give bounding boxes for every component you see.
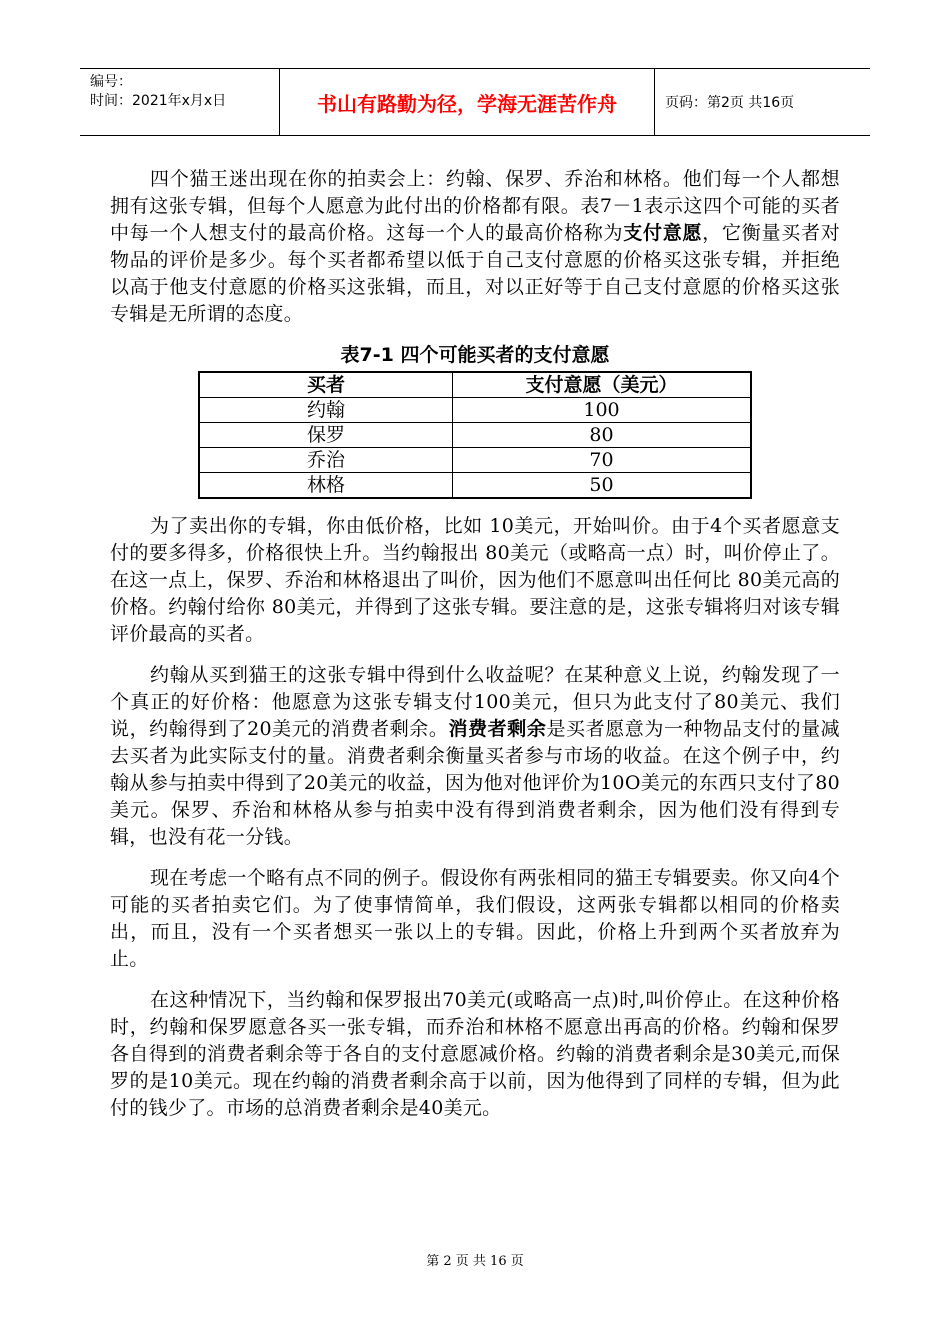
paragraph-1 [110,166,840,328]
p3-text-a: 约翰从买到猫王的这张专辑中得到什么收益呢？在某种意义上说，约翰发现了一个真正的好价格：他愿意为这张专辑支付100美元，但只为此支付了80美元、我们说，约翰得到了20美元的消费者剩余。 [110,664,840,740]
table-row [199,473,751,499]
wtp-cell: 70 [453,448,752,473]
p3-text-b: 是买者愿意为一种物品支付的量减去买者为此实际支付的量。消费者剩余衡量买者参与市场的收益。在这个例子中，约翰从参与拍卖中得到了20美元的收益，因为他对他评价为10O美元的东西只支付了80美元。保罗、乔治和林格从参与拍卖中没有得到消费者剩余，因为他们没有得到专辑，也没有花一分钱。 [110,718,840,848]
wtp-cell: 50 [453,473,752,499]
table-row [199,398,751,423]
paragraph-2: 为了卖出你的专辑，你由低价格，比如 10美元，开始叫价。由于4个买者愿意支付的要多得多，价格很快上升。当约翰报出 80美元（或略高一点）时，叫价停止了。在这一点上，保罗、乔治和林格退出了叫价，因为他们不愿意叫出任何比 80美元高的价格。约翰付给你 80美元，并得到了这张专辑。要注意的是，这张专辑将归对该专辑评价最高的买者。 [110,515,840,645]
p1-text-b: ，它衡量买者对物品的评价是多少。每个买者都希望以低于自己支付意愿的价格买这张专辑，并拒绝以高于他支付意愿的价格买这张辑，而且，对以正好等于自己支付意愿的价格买这张专辑是无所谓的态度。 [110,222,840,325]
table-header-row [199,372,751,398]
wtp-cell: 100 [453,398,752,423]
buyer-cell: 约翰 [199,398,453,423]
page-header [80,68,870,136]
document-body [110,166,840,1136]
header-motto: 书山有路勤为径，学海无涯苦作舟 [280,69,655,135]
header-page-info: 页码：第2页 共16页 [665,95,795,111]
term-willingness-to-pay: 支付意愿 [623,222,703,244]
table-row [199,423,751,448]
buyer-cell: 保罗 [199,423,453,448]
col-header-wtp: 支付意愿（美元） [453,372,752,398]
p1-text-a: 四个猫王迷出现在你的拍卖会上：约翰、保罗、乔治和林格。他们每一个人都想拥有这张专辑，但每个人愿意为此付出的价格都有限。表7－1表示这四个可能的买者中每一个人想支付的最高价格。这每一个人的最高价格称为 [110,168,840,244]
term-consumer-surplus: 消费者剩余 [448,718,547,740]
header-meta [80,69,280,135]
paragraph-4: 现在考虑一个略有点不同的例子。假设你有两张相同的猫王专辑要卖。你又向4个可能的买者拍卖它们。为了使事情简单，我们假设，这两张专辑都以相同的价格卖出，而且，没有一个买者想买一张以上的专辑。因此，价格上升到两个买者放弃为止。 [110,867,840,970]
paragraph-3 [110,662,840,851]
date-label: 时间：2021年x月x日 [90,93,227,109]
table-row [199,448,751,473]
paragraph-5: 在这种情况下，当约翰和保罗报出70美元(或略高一点)时,叫价停止。在这种价格时，约翰和保罗愿意各买一张专辑，而乔治和林格不愿意出再高的价格。约翰和保罗各自得到的消费者剩余等于各自的支付意愿减价格。约翰的消费者剩余是30美元,而保罗的是10美元。现在约翰的消费者剩余高于以前，因为他得到了同样的专辑，但为此付的钱少了。市场的总消费者剩余是40美元。 [110,989,840,1119]
table-title: 表7-1 四个可能买者的支付意愿 [340,344,610,366]
col-header-buyer: 买者 [199,372,453,398]
buyer-cell: 林格 [199,473,453,499]
page-footer: 第 2 页 共 16 页 [426,1254,524,1269]
wtp-cell: 80 [453,423,752,448]
buyer-cell: 乔治 [199,448,453,473]
wtp-table [198,371,752,499]
number-label: 编号： [90,74,132,90]
